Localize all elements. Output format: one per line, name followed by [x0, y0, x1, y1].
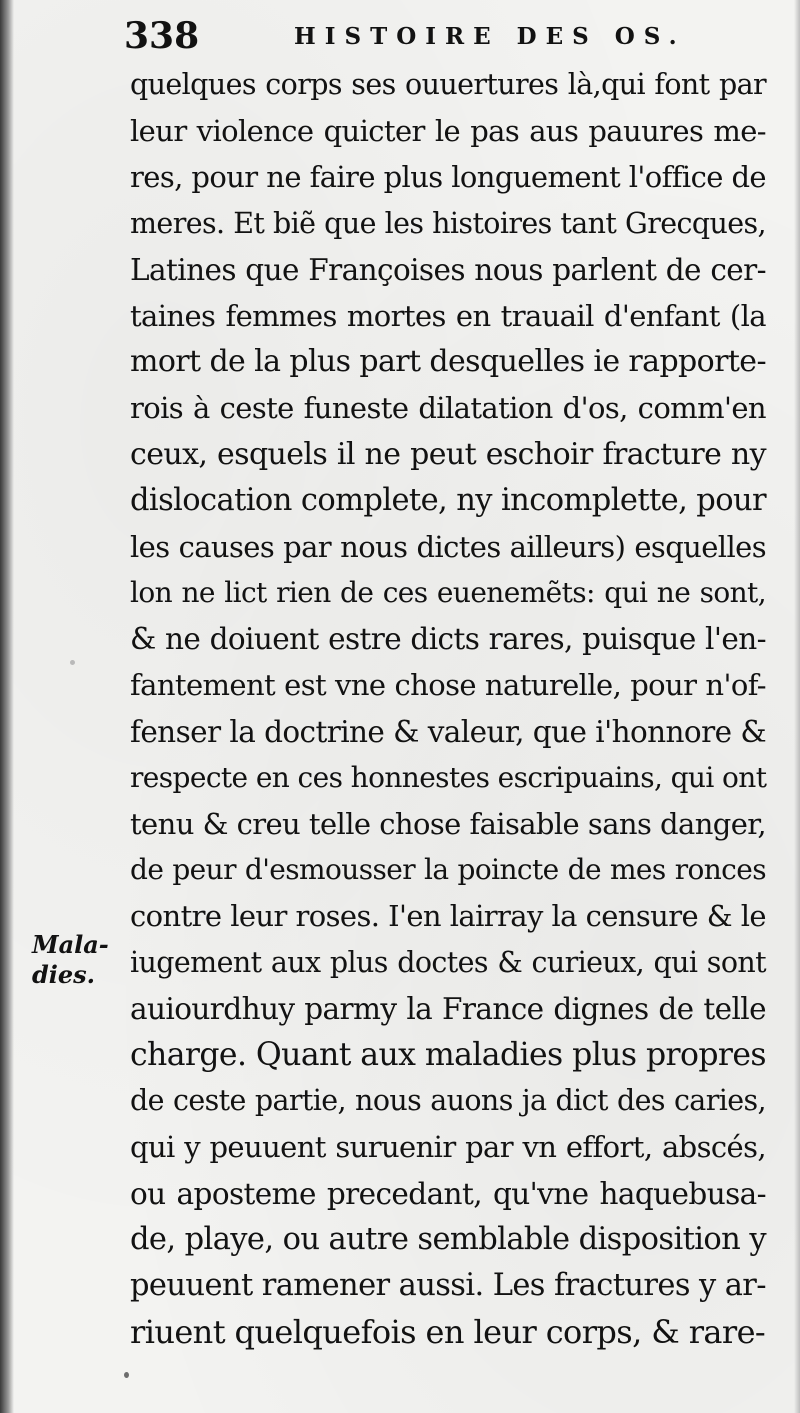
text-line: respecte en ces honnestes escripuains, qui ont: [130, 760, 767, 794]
text-line: qui y peuuent suruenir par vn effort, abscés,: [130, 1130, 766, 1165]
marginal-note: [32, 930, 112, 990]
text-line: riuent quelquefois en leur corps, & rare-: [130, 1313, 766, 1352]
text-line: Latines que Françoises nous parlent de cer-: [130, 252, 766, 287]
text-line: lon ne lict rien de ces euenemẽts: qui ne sont,: [130, 576, 766, 610]
text-line: leur violence quicter le pas aus pauures me-: [130, 114, 766, 149]
text-line: meres. Et biẽ que les histoires tant Grecques,: [130, 206, 766, 240]
page-header: [124, 14, 764, 58]
text-line: res, pour ne faire plus longuement l'office de: [130, 160, 766, 195]
text-line: iugement aux plus doctes & curieux, qui sont: [130, 945, 766, 979]
page-gutter-shadow: [0, 0, 14, 1413]
text-line: contre leur roses. I'en lairray la censure & le: [130, 899, 766, 934]
marginal-note-line: dies.: [32, 960, 96, 989]
body-text: [130, 62, 766, 1355]
page-number: 338: [124, 15, 200, 57]
ink-speck: [70, 660, 75, 665]
text-line: de ceste partie, nous auons ja dict des caries,: [130, 1084, 766, 1118]
text-line: taines femmes mortes en trauail d'enfant (la: [130, 298, 766, 333]
text-line: auiourdhuy parmy la France dignes de telle: [130, 991, 766, 1026]
text-line: tenu & creu telle chose faisable sans danger,: [130, 807, 766, 841]
text-line: charge. Quant aux maladies plus propres: [130, 1036, 766, 1073]
text-line: ceux, esquels il ne peut eschoir fracture ny: [130, 436, 766, 472]
text-line: & ne doiuent estre dicts rares, puisque l'en-: [130, 622, 766, 657]
text-line: mort de la plus part desquelles ie rapporte-: [130, 344, 767, 380]
text-line: fantement est vne chose naturelle, pour n'of-: [130, 668, 766, 703]
page-edge: [794, 0, 800, 1413]
ink-speck: [124, 1372, 129, 1378]
text-line: de, playe, ou autre semblable disposition y: [130, 1221, 766, 1257]
text-line: fenser la doctrine & valeur, que i'honnore &: [130, 714, 766, 749]
text-line: rois à ceste funeste dilatation d'os, comm'en: [130, 391, 766, 426]
text-line: ou aposteme precedant, qu'vne haquebusa-: [130, 1176, 766, 1211]
text-line: dislocation complete, ny incomplette, pour: [130, 482, 766, 518]
marginal-note-line: Mala-: [32, 930, 109, 959]
running-title: HISTOIRE DES OS.: [294, 23, 686, 50]
text-line: les causes par nous dictes ailleurs) esquelles: [130, 529, 766, 564]
text-line: quelques corps ses ouuertures là,qui font par: [130, 68, 766, 101]
text-line: peuuent ramener aussi. Les fractures y ar-: [130, 1267, 766, 1303]
text-line: de peur d'esmousser la poincte de mes ronces: [130, 853, 766, 887]
